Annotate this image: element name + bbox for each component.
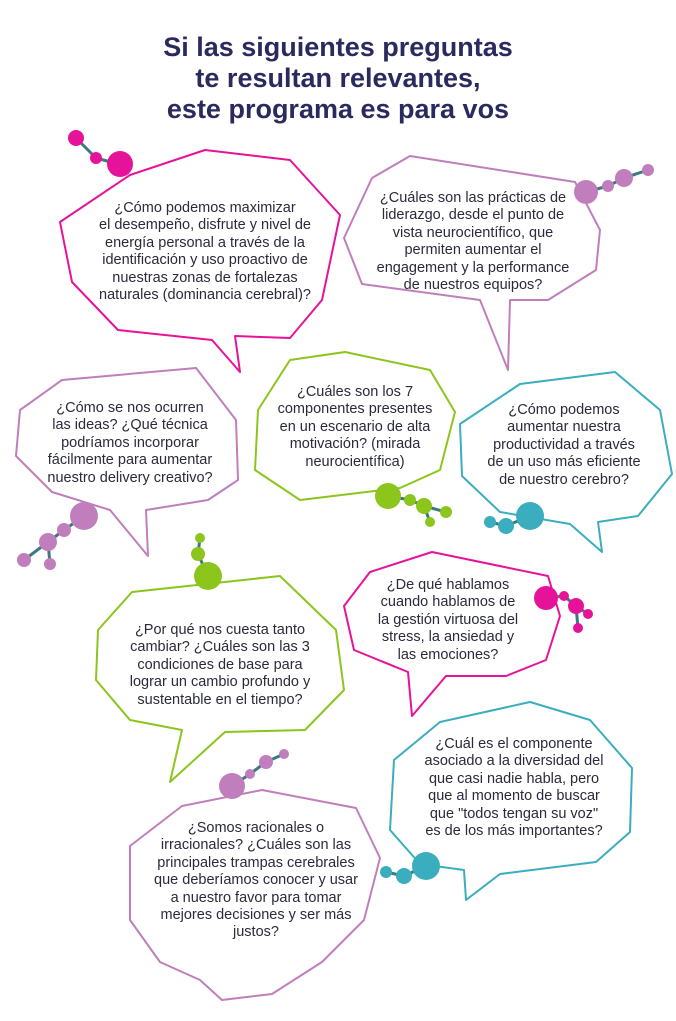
question-line: podríamos incorporar	[61, 434, 199, 451]
molecule-node	[219, 773, 245, 799]
question-line: que casi nadie habla, pero	[428, 770, 600, 787]
question-line: principales trampas cerebrales	[157, 854, 355, 871]
molecule-node	[107, 151, 133, 177]
question-line: liderazgo, desde el punto de	[381, 207, 565, 224]
question-line: nuestras zonas de fortalezas	[112, 269, 298, 286]
molecule-node	[17, 553, 31, 567]
question-line: lograr un cambio profundo y	[129, 674, 311, 691]
molecule-node	[194, 562, 222, 590]
question-line: energía personal a través de la	[105, 234, 305, 251]
molecule-node	[44, 558, 56, 570]
question-line: productividad a través	[493, 436, 635, 453]
question-line: aumentar nuestra	[507, 419, 621, 436]
question-line: componentes presentes	[277, 401, 433, 418]
question-line: irracionales? ¿Cuáles son las	[160, 837, 352, 854]
molecule-node	[380, 866, 392, 878]
question-line: naturales (dominancia cerebral)?	[99, 287, 311, 304]
molecule-node	[440, 506, 452, 518]
question-line: el desempeño, disfrute y nivel de	[99, 217, 311, 234]
molecule-node	[425, 517, 435, 527]
question-line: engagement y la performance	[376, 259, 570, 276]
question-line: ¿Cuáles son las prácticas de	[379, 190, 567, 206]
molecule-green-1	[375, 483, 452, 527]
question-line: ¿Cómo podemos maximizar	[114, 200, 296, 216]
question-line: las emociones?	[397, 646, 499, 663]
question-line: stress, la ansiedad y	[381, 629, 515, 646]
molecule-node	[559, 591, 569, 601]
question-cambiar	[114, 622, 326, 709]
question-line: asociado a la diversidad del	[424, 753, 604, 770]
question-line: mejores decisiones y ser más	[160, 907, 352, 924]
molecule-node	[602, 180, 614, 192]
question-line: las ideas? ¿Qué técnica	[52, 417, 208, 434]
question-line: fácilmente para aumentar	[47, 452, 213, 469]
question-line: en un escenario de alta	[279, 418, 431, 435]
question-motivacion	[270, 384, 440, 471]
molecule-node	[259, 755, 273, 769]
molecule-node	[68, 130, 84, 146]
question-line: que deberíamos conocer y usar	[154, 872, 358, 889]
question-line: de nuestros equipos?	[403, 277, 543, 294]
question-maximizar	[70, 200, 340, 304]
molecule-magenta-1	[68, 130, 133, 177]
molecule-teal-2	[380, 852, 440, 884]
molecule-node	[416, 498, 432, 514]
molecule-purple-1	[574, 164, 654, 204]
question-line: ¿Cuál es el componente	[435, 736, 593, 752]
question-line: que "todos tengan su voz"	[429, 805, 599, 822]
molecule-purple-2	[17, 502, 98, 570]
question-diversidad	[408, 736, 620, 840]
question-line: cambiar? ¿Cuáles son las 3	[130, 639, 310, 656]
question-line: ¿De qué hablamos	[386, 577, 510, 593]
question-line: de nuestro cerebro?	[499, 471, 629, 488]
question-line: condiciones de base para	[137, 656, 303, 673]
title-line: este programa es para vos	[166, 94, 510, 124]
question-line: ¿Cómo se nos ocurren	[56, 400, 204, 416]
question-line: a nuestro favor para tomar	[170, 889, 342, 906]
question-line: justos?	[233, 924, 279, 941]
molecule-teal-1	[484, 502, 544, 534]
molecule-node	[195, 533, 205, 543]
molecule-node	[568, 598, 584, 614]
molecule-node	[498, 518, 514, 534]
question-line: vista neurocientífico, que	[392, 224, 554, 241]
question-line: cuando hablamos de	[380, 594, 516, 611]
molecule-node	[484, 516, 496, 528]
question-line: motivación? (mirada	[289, 436, 421, 453]
molecule-node	[412, 852, 440, 880]
molecule-node	[615, 169, 633, 187]
question-line: ¿Por qué nos cuesta tanto	[134, 622, 306, 638]
molecule-node	[642, 164, 654, 176]
molecule-node	[70, 502, 98, 530]
molecule-node	[191, 547, 205, 561]
question-line: ¿Cómo podemos	[508, 402, 620, 418]
question-liderazgo	[362, 190, 584, 294]
question-stress	[358, 577, 538, 664]
question-racionales	[136, 820, 376, 942]
molecule-node	[245, 769, 255, 779]
molecule-node	[39, 533, 57, 551]
question-line: identificación y uso proactivo de	[102, 252, 308, 269]
molecule-node	[583, 609, 593, 619]
molecule-node	[90, 152, 102, 164]
question-line: permiten aumentar el	[404, 242, 542, 259]
molecule-node	[404, 494, 416, 506]
question-line: nuestro delivery creativo?	[47, 469, 213, 486]
question-line: neurocientífica)	[305, 453, 405, 470]
question-line: es de los más importantes?	[425, 823, 603, 840]
molecule-node	[516, 502, 544, 530]
question-line: la gestión virtuosa del	[377, 611, 519, 628]
question-ideas	[40, 400, 220, 487]
question-line: ¿Somos racionales o	[187, 820, 325, 836]
question-line: que al momento de buscar	[428, 788, 600, 805]
title-line: te resultan relevantes,	[195, 63, 481, 93]
title-line: Si las siguientes preguntas	[163, 32, 513, 62]
molecule-green-2	[191, 533, 222, 590]
molecule-node	[375, 483, 401, 509]
molecule-node	[279, 749, 289, 759]
molecule-magenta-2	[534, 586, 593, 633]
molecule-node	[573, 623, 583, 633]
question-line: sustentable en el tiempo?	[137, 691, 303, 708]
question-line: ¿Cuáles son los 7	[296, 384, 414, 400]
question-line: de un uso más eficiente	[487, 454, 641, 471]
molecule-node	[57, 523, 71, 537]
question-productividad	[476, 402, 652, 489]
molecule-node	[396, 868, 412, 884]
